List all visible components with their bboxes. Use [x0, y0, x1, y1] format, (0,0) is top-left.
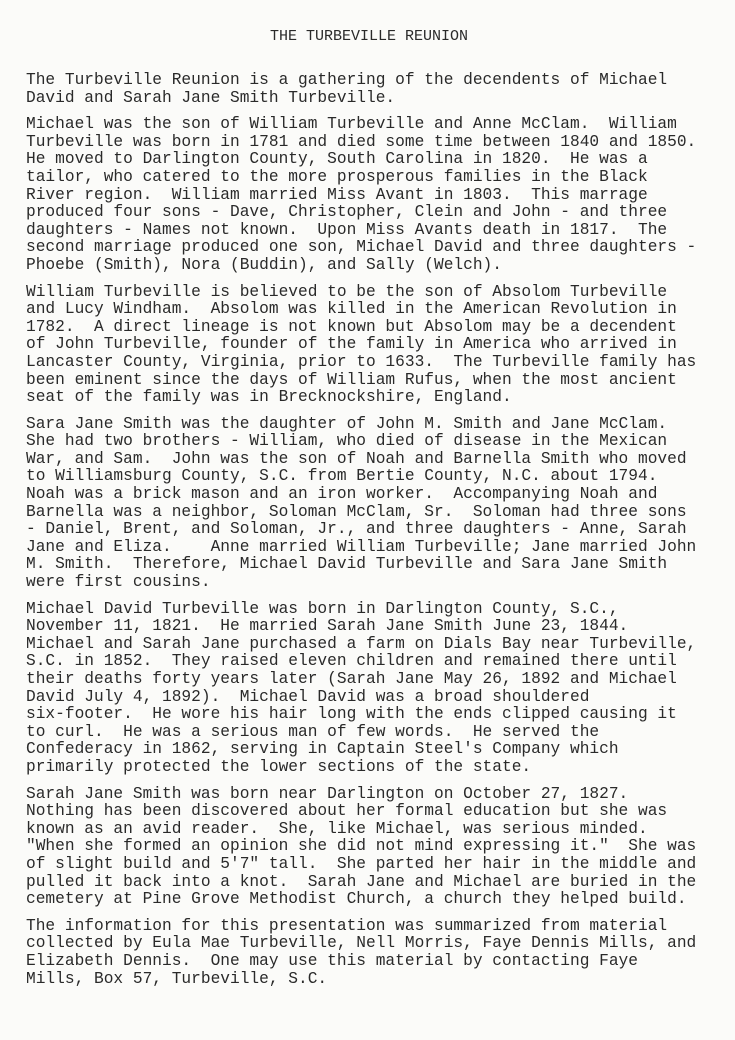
- text-line: Elizabeth Dennis. One may use this material by contacting Faye: [26, 951, 638, 970]
- text-line: to curl. He was a serious man of few words. He served the: [26, 722, 600, 741]
- text-line: David and Sarah Jane Smith Turbeville.: [26, 88, 396, 107]
- text-line: produced four sons - Dave, Christopher, Clein and John - and three: [26, 203, 668, 222]
- paragraph-william-ancestry: [26, 284, 731, 407]
- text-line: Confederacy in 1862, serving in Captain Steel's Company which: [26, 740, 619, 759]
- text-line: known as an avid reader. She, like Michael, was serious minded.: [26, 819, 648, 838]
- text-line: their deaths forty years later (Sarah Jane May 26, 1892 and Michael: [26, 670, 677, 688]
- text-line: War, and Sam. John was the son of Noah and Barnella Smith who moved: [26, 449, 687, 468]
- text-line: to Williamsburg County, S.C. from Bertie County, N.C. about 1794.: [26, 467, 658, 486]
- text-line: seat of the family was in Brecknockshire, England.: [26, 388, 512, 407]
- text-line: were first cousins.: [26, 573, 211, 592]
- text-line: Sara Jane Smith was the daughter of John M. Smith and Jane McClam.: [26, 414, 668, 433]
- text-line: and Lucy Windham. Absolom was killed in the American Revolution in: [26, 300, 677, 319]
- text-line: David July 4, 1892). Michael David was a broad shouldered: [26, 687, 590, 706]
- paragraph-michael-david: [26, 601, 731, 777]
- text-line: William Turbeville is believed to be the son of Absolom Turbeville: [26, 282, 668, 301]
- document-body: [26, 72, 731, 997]
- document-title: THE TURBEVILLE REUNION: [270, 28, 469, 45]
- text-line: Sarah Jane Smith was born near Darlington on October 27, 1827.: [26, 784, 629, 803]
- paragraph-intro: [26, 72, 731, 107]
- text-line: second marriage produced one son, Michael David and three daughters -: [26, 238, 697, 257]
- text-line: Turbeville was born in 1781 and died some time between 1840 and 1850.: [26, 132, 697, 151]
- paragraph-sara-jane-family: [26, 416, 731, 592]
- text-line: of slight build and 5'7" tall. She parted her hair in the middle and: [26, 854, 697, 873]
- text-line: daughters - Names not known. Upon Miss Avants death in 1817. The: [26, 220, 668, 239]
- text-line: primarily protected the lower sections of the state.: [26, 757, 532, 776]
- text-line: been eminent since the days of William Rufus, when the most ancient: [26, 370, 677, 389]
- text-line: of John Turbeville, founder of the family in America who arrived in: [26, 335, 677, 354]
- text-line: pulled it back into a knot. Sarah Jane and Michael are buried in the: [26, 872, 697, 891]
- text-line: Noah was a brick mason and an iron worker. Accompanying Noah and: [26, 485, 658, 504]
- text-line: River region. William married Miss Avant in 1803. This marrage: [26, 185, 648, 204]
- text-line: collected by Eula Mae Turbeville, Nell Morris, Faye Dennis Mills, and: [26, 934, 697, 953]
- text-line: Phoebe (Smith), Nora (Buddin), and Sally (Welch).: [26, 255, 502, 274]
- text-line: M. Smith. Therefore, Michael David Turbeville and Sara Jane Smith: [26, 555, 668, 574]
- text-line: six-footer. He wore his hair long with the ends clipped causing it: [26, 705, 677, 724]
- text-line: tailor, who catered to the more prosperous families in the Black: [26, 167, 648, 186]
- text-line: The Turbeville Reunion is a gathering of the decendents of Michael: [26, 71, 668, 89]
- text-line: Barnella was a neighbor, Soloman McClam, Sr. Soloman had three sons: [26, 502, 687, 521]
- text-line: The information for this presentation was summarized from material: [26, 916, 668, 935]
- text-line: Michael was the son of William Turbeville and Anne McClam. William: [26, 115, 677, 134]
- text-line: She had two brothers - William, who died of disease in the Mexican: [26, 432, 668, 451]
- text-line: Nothing has been discovered about her formal education but she was: [26, 802, 668, 821]
- text-line: Mills, Box 57, Turbeville, S.C.: [26, 969, 328, 988]
- paragraph-sarah-jane: [26, 786, 731, 909]
- text-line: Lancaster County, Virginia, prior to 1633. The Turbeville family has: [26, 352, 697, 371]
- text-line: S.C. in 1852. They raised eleven children and remained there until: [26, 652, 677, 671]
- text-line: Jane and Eliza. Anne married William Turbeville; Jane married John: [26, 537, 697, 556]
- paragraph-sources: [26, 918, 731, 988]
- text-line: "When she formed an opinion she did not mind expressing it." She was: [26, 837, 697, 856]
- text-line: - Daniel, Brent, and Soloman, Jr., and three daughters - Anne, Sarah: [26, 520, 687, 539]
- text-line: He moved to Darlington County, South Carolina in 1820. He was a: [26, 150, 648, 169]
- text-line: 1782. A direct lineage is not known but Absolom may be a decendent: [26, 317, 677, 336]
- text-line: Michael David Turbeville was born in Darlington County, S.C.,: [26, 599, 619, 618]
- paragraph-michael-parents: [26, 116, 731, 274]
- text-line: Michael and Sarah Jane purchased a farm on Dials Bay near Turbeville,: [26, 634, 697, 653]
- text-line: cemetery at Pine Grove Methodist Church, a church they helped build.: [26, 890, 687, 909]
- text-line: November 11, 1821. He married Sarah Jane Smith June 23, 1844.: [26, 617, 629, 636]
